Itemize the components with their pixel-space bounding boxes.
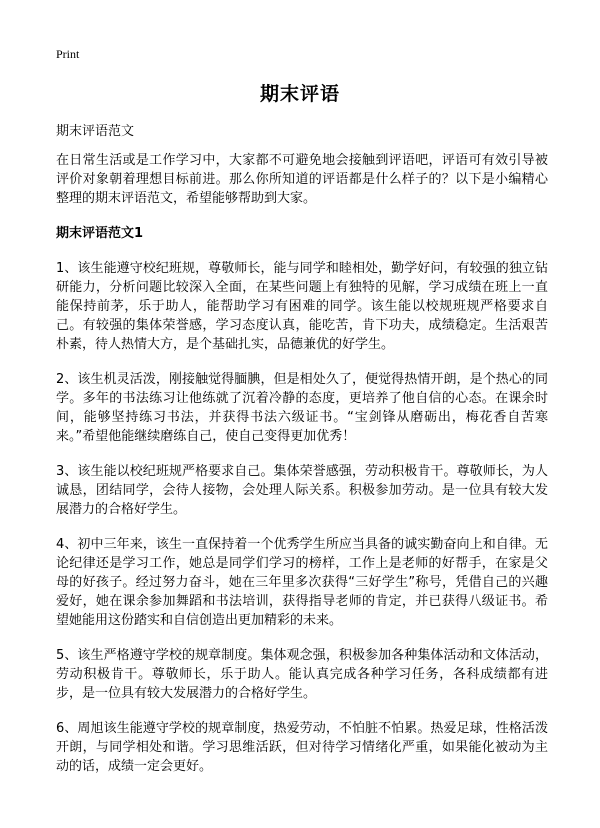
comment-item-3: 3、该生能以校纪班规严格要求自己。集体荣誉感强，劳动积极肯干。尊敬师长，为人诚恳，团结同学，会待人接物，会处理人际关系。积极参加劳动。是一位具有较大发展潜力的合格好学生。 bbox=[56, 464, 548, 517]
document-body bbox=[56, 151, 548, 792]
comment-item-1: 1、该生能遵守校纪班规，尊敬师长，能与同学和睦相处，勤学好问，有较强的独立钻研能力，分析问题比较深入全面，在某些问题上有独特的见解，学习成绩在班上一直能保持前茅，乐于助人，能帮助学习有困难的同学。该生能以校规班规严格要求自己。有较强的集体荣誉感，学习态度认真，能吃苦，肯下功夫，成绩稳定。生活艰苦朴素，待人热情大方，是个基础扎实，品德兼优的好学生。 bbox=[56, 261, 548, 352]
page-title: 期末评语 bbox=[259, 83, 340, 105]
page-subtitle: 期末评语范文 bbox=[56, 124, 135, 139]
comment-item-2: 2、该生机灵活泼，刚接触觉得腼腆，但是相处久了，便觉得热情开朗，是个热心的同学。多年的书法练习让他练就了沉着冷静的态度，更培养了他自信的心态。在课余时间，能够坚持练习书法，并获得书法六级证书。“宝剑锋从磨砺出，梅花香自苦寒来。”希望他能继续磨练自己，使自己变得更加优秀！ bbox=[56, 372, 548, 444]
comment-item-4: 4、初中三年来，该生一直保持着一个优秀学生所应当具备的诚实勤奋向上和自律。无论纪律还是学习工作，她总是同学们学习的榜样，工作上是老师的好帮手，在家是父母的好孩子。经过努力奋斗，她在三年里多次获得“三好学生”称号，凭借自己的兴趣爱好，她在课余参加舞蹈和书法培训，获得指导老师的肯定，并已获得八级证书。希望她能用这份踏实和自信创造出更加精彩的未来。 bbox=[56, 537, 548, 628]
intro-paragraph: 在日常生活或是工作学习中，大家都不可避免地会接触到评语吧，评语可有效引导被评价对象朝着理想目标前进。那么你所知道的评语都是什么样子的？以下是小编精心整理的期末评语范文，希望能够帮助到大家。 bbox=[56, 153, 548, 206]
section-heading: 期末评语范文1 bbox=[56, 226, 144, 241]
print-link[interactable]: Print bbox=[56, 47, 80, 61]
comment-item-5: 5、该生严格遵守学校的规章制度。集体观念强，积极参加各种集体活动和文体活动，劳动积极肯干。尊敬师长，乐于助人。能认真完成各种学习任务，各科成绩都有进步，是一位具有较大发展潜力的合格好学生。 bbox=[56, 648, 548, 701]
comment-item-6: 6、周旭该生能遵守学校的规章制度，热爱劳动，不怕脏不怕累。热爱足球，性格活泼开朗，与同学相处和谐。学习思维活跃，但对待学习情绪化严重，如果能化被动为主动的话，成绩一定会更好。 bbox=[56, 721, 548, 774]
